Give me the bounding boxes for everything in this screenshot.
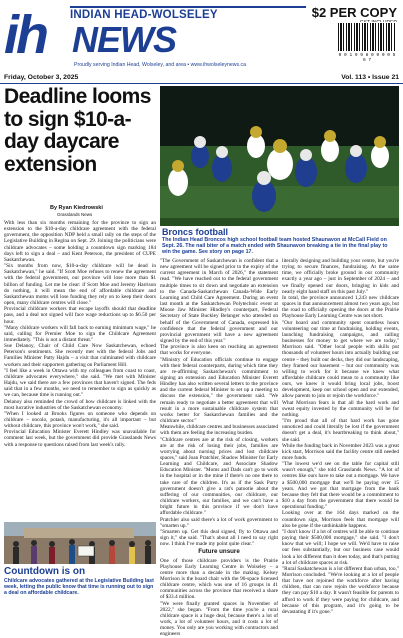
byline: By Ryan Kiedrowski [50, 205, 103, 211]
story-column-right [282, 258, 399, 622]
story-headline[interactable]: Deadline looms to sign $10-a-day daycare extension [4, 85, 151, 176]
paragraph: "We were finally granted spaces in November of 2022," she began. "From the time you're a rural childcare space is a huge deal, because there's a lot of work, a lot of volunteer hours, and it costs a lot of money. You only are you working with contractors and engineers [160, 600, 278, 638]
rally-photo[interactable] [4, 522, 156, 564]
paragraph: "I'm proud that all of that hard work has gone unnoticed and could literally be lost if the government doesn't get a deal, it's heartbreaking to think about," she said. [282, 418, 399, 443]
paragraph: "Many childcare workers will fall back to earning minimum wage," he said, calling for Premier Moe to sign the Childcare Agreement immediately. "This is not a distant threat." [4, 324, 156, 343]
paragraph: In total, the province announced 1,243 new childcare spaces in that announcement almost two years ago, but the road to officially opening the doors at the Prairie Playhouse Early Learning Centre was not short. [282, 294, 399, 320]
dateline [0, 72, 403, 84]
paragraph: "I don't know if a lot of centres will be able to continue paying their $500,000 mortgage," she said. "I don't know that we will; I hope we will. We'd have to raise our fees substantially, but our business case would look a lot different than it does today, and that's putting a lot of childcare spaces at risk. [282, 528, 399, 566]
volume-issue: Vol. 113 • Issue 21 [341, 74, 399, 81]
paragraph: "Smarten up. Get this deal signed, fly to Ottawa and sign it," she said. "That's about all I need to say right now. I think I've made my point quite clear." [160, 528, 278, 548]
paragraph: What Morrison fears is that all the hard work and sweat equity invested by the community will be for nothing. [282, 399, 399, 418]
logo-news: NEWS [72, 19, 176, 60]
football-photo[interactable] [160, 86, 399, 226]
football-caption [160, 226, 399, 256]
paragraph: Sue Delanoy, Chair of Child Care Now Saskatchewan, echoed Peterson's sentiments. She recently met with the federal Jobs and Families Minister Patty Hajdu – a visit that culminated with childcare workers and their supporters gathering on Parliament Hill. [4, 343, 156, 368]
paragraph: "The Government of Saskatchewan is confident that a new agreement will be signed prior to the expiry of the current agreement in March of 2026," the statement read. "We have reached out to the federal government multiple times to sit down and negotiate an extension to the Canada-Saskatchewan Canada-Wide Early Learning and Child Care Agreement. During an event last month at the Saskatchewan Polytechnic event at Moose Jaw Minister Hindley's counterpart, Federal Secretary of State Buckley Belanger who attended on behalf of the Government of Canada, expressed his confidence that the federal government and our provincial government will have a new agreement signed by the end of this year." [160, 258, 278, 345]
paragraph: "Six months from now, $10-a-day childcare will be dead in Saskatchewan," he said. "If Scott Moe refuses to renew the agreement with the federal government, our province will lose more than $1 billion of funding. Let me be clear: if Scott Moe and Jeremy Harrison do nothing, it will mean the end of affordable childcare and Saskatchewan moms will lose funding they rely on to keep their doors open, many childcare centres will close." [4, 263, 156, 307]
barcode-number: 0 0 1 9 9 8 0 0 0 0 5 6 7 [338, 53, 396, 63]
byline-source: Grasslands News [57, 212, 93, 217]
paragraph: "Childcare centres are at the risk of closing, workers are at the risk of losing their jobs, families are worrying about nursing prices and lost childcare spaces," said Joan Pratchler, Shadow Minister for Early Learning and Childcare, and Associate Shadow Education Minister. "Moms and Dads can't go to work in the hospital or in the mine if there's no one there to take care of the children. It's as if the Sask Party government doesn't give a rat's patootie about the suffering of our communities, our childcare, our childcare workers, our families, and we can't have a bright future in this province if we don't have affordable childcare." [160, 436, 278, 517]
paragraph: Meanwhile, childcare centres and businesses associated with them are feeling the increasing burden. [160, 424, 278, 437]
paragraph: "The lowest we'd see on the table for capital still wasn't enough," she told Grasslands News. "A lot of centres like ours have to take out a mortgage. We have a $500,000 mortgage that we'll be paying over 15 years. And we got that mortgage from the bank because they felt that there would be a commitment to $10 a day from the government that there would be operational funding." [282, 461, 399, 511]
paragraph: "Rural Saskatchewan is a lot different than urban, too," Morrison concluded. "We're looking at a lot of people that have not rejoined the workforce after having children, that can now rejoin the workforce because they can pay $10 a day. It wasn't feasible for parents to afford to work if they were paying for childcare, and because of this program, and it's going to be devastating if it's gone." [282, 565, 399, 615]
paragraph: One of those childcare providers is the Prairie Playhouse Early Learning Centre in Wolseley – a centre more than a decade in the making. Kelsey Morrison is the board chair with the 90-space licensed childcare centre, which was one of 16 groups in 41 communities across the province that received a share of $33.4 million. [160, 557, 278, 601]
paragraph: Delanoy also reminded the crowd of how childcare is linked with the most lucrative industries of the Saskatchewan economy. [4, 398, 156, 411]
paragraph: literally designing and building your centre, but you're trying to secure finances, fundraising. At the same time, we officially broke ground in our community exactly a year ago – just in September of 2024 – and we finally opened our doors, bringing in kids and nearly eight hand staff on this past July." [282, 258, 399, 295]
football-caption-head: Broncs football [162, 227, 229, 237]
football-photo-image [160, 86, 399, 226]
paragraph: "Ministry of Education officials continue to engage with their federal counterparts, during which time they are re-affirming Saskatchewan's commitment to signing an extension and Education Minister Everett Hindley has also written several letters to the province and the current federal Minister to set up a meeting to discuss the extension," the government said. "We remain ready to negotiate a better agreement that will result in a more sustainable childcare system that works better for Saskatchewan families and the childcare sector." [160, 356, 278, 425]
paragraph: The province is also keen on reaching an agreement that works for everyone. [160, 344, 278, 357]
paragraph: "I feel like a week in Ottawa with my colleagues from coast to coast, childcare advocates everywhere," she said. "We met with Minister Hajdu, we said there are a few provinces that haven't signed. The feds said that in a few months, we need to remember to sign as quickly as we can, because time is running out." [4, 367, 156, 399]
issue-date: Friday, October 3, 2025 [4, 74, 79, 81]
price: $2 PER COPY [311, 5, 397, 20]
paragraph: Provincial childcare workers that escape layoffs should that deadline pass, and a deal not signed will face wage reductions up to $6.50 per hour. [4, 306, 156, 325]
paragraph: "Our board and community spent countless hours volunteering our time at fundraising, holding events, launching fundraising campaigns, and calling businesses for money to get where we are today," Morrison said. "Other local people with skills put thousands of volunteer hours into actually building our centre – they built our decks, they did our landscaping, they framed our basement – but our community was willing to work for it because we knew what affordable childcare could mean to a community like ours, we knew it would bring local jobs, boost development, keep our school open and our extended, allow parents to join or rejoin the workforce." [282, 319, 399, 400]
story-column-middle [160, 258, 278, 638]
masthead [0, 0, 403, 82]
paragraph: Looking over at the 164 days marked on the countdown sign, Morrison feels that mortgage will also be gone if the unthinkable happens. [282, 510, 399, 529]
barcode-icon [337, 22, 397, 52]
rally-caption-head: Countdown is on [4, 566, 86, 577]
subhead-future-unsure: Future unsure [198, 548, 240, 556]
paragraph: With less than six months remaining for the province to sign an extension to the $10-a-day childcare agreement with the federal government, the opposition NDP held a small rally on the steps of the Legislative Building in Regina on Sept. 29. Joining the politicians were childcare advocates – some holding a countdown sign marking 184 days left to sign a deal – and Kent Peterson, the president of CUPE Saskatchewan. [4, 220, 156, 263]
paragraph: Provincial Education Minister Everett Hindley was unavailable for comment last week, but the government did provide Grasslands News with a response to questions raised from last week's rally. [4, 429, 156, 448]
masthead-place: INDIAN HEAD-WOLSELEY [70, 9, 218, 21]
rally-caption-text: Childcare advocates gathered at the Legislative Building last week, letting the public know that time is running out to sign a deal on affordable childcare. [4, 578, 154, 596]
paragraph: Pratchler also said there's a lot of work government to "smarten up." [160, 516, 278, 529]
paragraph: While the funding back in November 2023 was a great kick start, Morrison said the facility centre still needed more funds. [282, 442, 399, 461]
paragraph: "When I looked at Brooks figures on someone who depends on childcare – oncolo, potash, manufacturing, it's all important – but without childcare, this province won't work," she said. [4, 410, 156, 430]
rally-photo-image [4, 522, 156, 564]
story-column-left [4, 220, 156, 520]
masthead-rule [70, 6, 306, 8]
logo-ih: ih [4, 5, 46, 65]
football-caption-text: The Indian Head Broncos high school football team hosted Shaunavon at McCall Field on Sept. 26. The nail biter of a match ended with Shaunavon breaking a tie in the final play to win the game. See story on page 17. [162, 237, 388, 256]
masthead-tagline: Proudly serving Indian Head, Wolseley, and area • www.ihwolseleynews.ca [74, 62, 247, 68]
